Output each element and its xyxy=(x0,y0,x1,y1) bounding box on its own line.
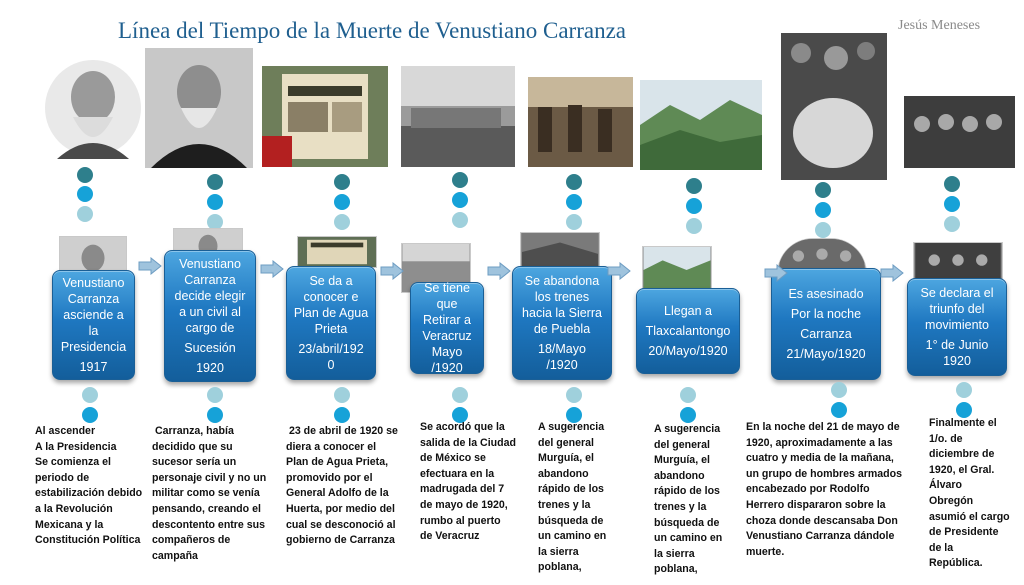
event-date: 1920 xyxy=(943,354,971,368)
description-line: rápido de los xyxy=(538,483,604,496)
event-description-1 xyxy=(35,424,142,549)
timeline-dot-icon xyxy=(944,216,960,232)
event-description-4 xyxy=(420,420,516,545)
description-line: 1/o. de xyxy=(929,432,963,445)
description-line: la sierra xyxy=(654,547,695,560)
photo-sierra-landscape xyxy=(640,80,762,170)
event-text: los trenes xyxy=(534,290,590,304)
description-line: encabezado por Rodolfo xyxy=(746,483,870,496)
description-line: Al ascender xyxy=(35,425,96,437)
description-line: compañeros de xyxy=(152,534,231,547)
event-date: 23/abril/192 xyxy=(298,342,364,356)
description-line: choza donde descansaba Don xyxy=(746,514,898,527)
description-line: asumió el cargo xyxy=(929,510,1010,523)
timeline-dot-icon xyxy=(815,222,831,238)
description-line: efectuara en la xyxy=(420,467,495,480)
description-line: la sierra xyxy=(538,545,579,558)
timeline-dot-icon xyxy=(680,407,696,423)
timeline-dot-icon xyxy=(77,167,93,183)
thumbnail-photo xyxy=(297,236,377,268)
description-line: Venustiano Carranza dándole xyxy=(746,530,895,543)
description-line: Murguía, el xyxy=(538,452,594,465)
event-text: hacia la Sierra xyxy=(522,306,602,320)
description-line: Constitución Política xyxy=(35,534,141,547)
timeline-dot-icon xyxy=(566,174,582,190)
event-text: asciende a xyxy=(63,308,124,322)
event-text: Se abandona xyxy=(524,274,600,288)
event-text: Se declara el xyxy=(920,286,994,300)
description-line: descontento entre sus xyxy=(152,518,266,531)
description-line: poblana, xyxy=(538,561,582,574)
description-line: estabilización debido xyxy=(35,487,143,500)
timeline-event-6 xyxy=(636,288,740,374)
event-text: Presidencia xyxy=(60,340,127,354)
event-description-2 xyxy=(152,424,266,564)
description-line: del general xyxy=(538,436,594,449)
description-line: búsqueda de xyxy=(538,514,604,527)
timeline-dot-icon xyxy=(815,202,831,218)
timeline-dot-icon xyxy=(77,186,93,202)
description-line: muerte. xyxy=(746,545,785,558)
event-date: Mayo xyxy=(431,345,463,359)
description-line: de Veracruz xyxy=(420,530,480,543)
description-line: Murguía, el xyxy=(654,454,710,467)
timeline-dot-icon xyxy=(207,387,223,403)
timeline-dot-icon xyxy=(680,387,696,403)
photo-carranza-portrait-1 xyxy=(43,57,143,159)
photo-carranza-portrait-2 xyxy=(145,48,253,168)
page-title: Línea del Tiempo de la Muerte de Venustiano Carranza xyxy=(118,18,626,43)
event-date: 1° de Junio xyxy=(925,338,989,352)
description-line: abandono xyxy=(654,469,705,482)
timeline-event-4 xyxy=(410,282,484,374)
timeline-dot-icon xyxy=(334,174,350,190)
event-description-6 xyxy=(654,422,722,578)
description-line: Obregón xyxy=(929,494,974,507)
description-line: del general xyxy=(654,438,710,451)
chevron-right-arrow-icon xyxy=(487,262,511,280)
timeline-event-5 xyxy=(512,266,612,380)
timeline-dot-icon xyxy=(944,176,960,192)
chevron-right-arrow-icon xyxy=(380,262,404,280)
timeline-dot-icon xyxy=(207,407,223,423)
event-text: Venustiano xyxy=(62,276,125,290)
timeline-dot-icon xyxy=(815,182,831,198)
description-line: diciembre de xyxy=(929,448,995,461)
description-line: periodo de xyxy=(35,471,90,484)
thumbnail-photo xyxy=(642,246,712,292)
event-text: Carranza xyxy=(67,292,120,306)
description-line: A sugerencia xyxy=(538,421,605,433)
timeline-event-1 xyxy=(52,270,135,380)
description-line: A sugerencia xyxy=(654,423,721,435)
description-line: rumbo al puerto xyxy=(420,514,501,527)
timeline-dot-icon xyxy=(566,387,582,403)
timeline-dot-icon xyxy=(207,194,223,210)
timeline-dot-icon xyxy=(334,194,350,210)
description-line: 23 de abril de 1920 se xyxy=(286,425,398,437)
description-line: diera a conocer el xyxy=(286,440,377,453)
event-text: Veracruz xyxy=(422,329,472,343)
description-line: Se acordó que la xyxy=(420,421,505,433)
timeline-dot-icon xyxy=(82,387,98,403)
event-text: Carranza xyxy=(184,273,236,287)
description-line: de mayo de 1920, xyxy=(420,498,508,511)
event-text: de Puebla xyxy=(533,322,591,336)
event-text: Prieta xyxy=(314,322,348,336)
event-text: movimiento xyxy=(925,318,989,332)
timeline-dot-icon xyxy=(686,218,702,234)
description-line: decidido que su xyxy=(152,440,233,453)
description-line: rápido de los xyxy=(654,485,720,498)
timeline-dot-icon xyxy=(452,387,468,403)
timeline-dot-icon xyxy=(82,407,98,423)
description-line: militar como se venía xyxy=(152,487,260,500)
description-line: personaje civil y no un xyxy=(152,471,267,484)
timeline-dot-icon xyxy=(334,407,350,423)
timeline-event-8 xyxy=(907,278,1007,376)
chevron-right-arrow-icon xyxy=(607,262,631,280)
event-text: a un civil al xyxy=(179,305,241,319)
description-line: República. xyxy=(929,557,983,570)
event-date: 0 xyxy=(327,358,335,372)
event-date: 18/Mayo xyxy=(538,342,586,356)
description-line: Huerta, por medio del xyxy=(286,502,395,515)
timeline-dot-icon xyxy=(452,212,468,228)
timeline-dot-icon xyxy=(686,178,702,194)
description-line: cuatro y media de la mañana, xyxy=(746,452,894,465)
event-description-7 xyxy=(746,420,902,560)
event-text: Se da a xyxy=(309,274,353,288)
photo-soldiers xyxy=(528,77,633,167)
event-text: Por la noche xyxy=(790,307,862,321)
description-line: un camino en xyxy=(654,532,723,545)
photo-plan-agua-prieta xyxy=(262,66,388,167)
description-line: En la noche del 21 de mayo de xyxy=(746,421,900,433)
timeline-event-3 xyxy=(286,266,376,380)
event-text: Sucesión xyxy=(184,341,236,355)
event-description-8 xyxy=(929,416,1010,572)
event-date: /1920 xyxy=(546,358,578,372)
timeline-dot-icon xyxy=(334,387,350,403)
description-line: Carranza, había xyxy=(152,425,234,437)
event-text: Venustiano xyxy=(179,257,241,271)
author-name: Jesús Meneses xyxy=(898,18,981,33)
event-text: la xyxy=(88,324,99,338)
photo-crowd-train xyxy=(401,66,515,167)
chevron-right-arrow-icon xyxy=(260,260,284,278)
description-line: poblana, xyxy=(654,563,698,576)
timeline-dot-icon xyxy=(452,192,468,208)
description-line: trenes y la xyxy=(654,500,707,513)
event-description-5 xyxy=(538,420,606,576)
description-line: un grupo de hombres armados xyxy=(746,467,902,480)
description-line: Álvaro xyxy=(929,479,962,492)
description-line: promovido por el xyxy=(286,471,373,484)
timeline-dot-icon xyxy=(686,198,702,214)
description-line: Finalmente el xyxy=(929,417,997,429)
description-line: Plan de Agua Prieta, xyxy=(286,456,389,469)
description-line: búsqueda de xyxy=(654,516,720,529)
timeline-event-2 xyxy=(164,250,256,382)
description-line: trenes y la xyxy=(538,498,591,511)
description-line: Herrero dispararon sobre la xyxy=(746,498,886,511)
description-line: Mexicana y la xyxy=(35,518,104,531)
description-line: campaña xyxy=(152,549,198,562)
description-line: de la xyxy=(929,541,954,554)
timeline-dot-icon xyxy=(207,174,223,190)
description-line: General Adolfo de la xyxy=(286,487,389,500)
event-text: Se tiene xyxy=(424,281,470,295)
event-date: 21/Mayo/1920 xyxy=(786,347,866,361)
event-text: conocer e xyxy=(303,290,359,304)
timeline-dot-icon xyxy=(77,206,93,222)
event-text: que xyxy=(436,297,458,311)
timeline-event-7 xyxy=(771,268,881,380)
event-text: Llegan a xyxy=(664,304,712,318)
timeline-dot-icon xyxy=(831,382,847,398)
description-line: de Presidente xyxy=(929,526,999,539)
timeline-dot-icon xyxy=(566,214,582,230)
event-text: triunfo del xyxy=(929,302,985,316)
description-line: 1920, el Gral. xyxy=(929,463,995,476)
timeline-dot-icon xyxy=(831,402,847,418)
event-date: 1920 xyxy=(196,361,224,375)
description-line: gobierno de Carranza xyxy=(286,534,395,547)
thumbnail-photo xyxy=(913,242,1003,282)
description-line: Se comienza el xyxy=(35,456,111,469)
event-text: Es asesinado xyxy=(788,287,864,301)
description-line: madrugada del 7 xyxy=(420,483,505,496)
timeline-dot-icon xyxy=(334,214,350,230)
chevron-right-arrow-icon xyxy=(138,257,162,275)
description-line: de México se xyxy=(420,452,486,465)
chevron-right-arrow-icon xyxy=(764,264,788,282)
event-description-3 xyxy=(286,424,398,549)
photo-officials-group xyxy=(904,96,1015,168)
event-text: Retirar a xyxy=(423,313,471,327)
description-line: abandono xyxy=(538,467,589,480)
event-date: /1920 xyxy=(431,361,463,375)
event-text: decide elegir xyxy=(174,289,246,303)
timeline-dot-icon xyxy=(944,196,960,212)
chevron-right-arrow-icon xyxy=(880,264,904,282)
timeline-dot-icon xyxy=(566,194,582,210)
description-line: A la Presidencia xyxy=(35,440,117,453)
description-line: un camino en xyxy=(538,530,607,543)
event-text: Tlaxcalantongo xyxy=(645,324,731,338)
timeline-dot-icon xyxy=(956,382,972,398)
description-line: 1920, aproximadamente a las xyxy=(746,436,893,449)
description-line: a la Revolución xyxy=(35,502,113,515)
timeline-dot-icon xyxy=(452,172,468,188)
event-date: 1917 xyxy=(79,360,108,374)
event-text: cargo de xyxy=(185,321,235,335)
photo-funeral-crowd xyxy=(781,33,887,180)
description-line: salida de la Ciudad xyxy=(420,436,516,449)
description-line: pensando, creando el xyxy=(152,502,261,515)
description-line: sucesor sería un xyxy=(152,456,237,469)
event-text: Plan de Agua xyxy=(293,306,369,320)
event-text: Carranza xyxy=(800,327,852,341)
description-line: cual se desconoció al xyxy=(286,518,396,531)
event-date: 20/Mayo/1920 xyxy=(648,344,728,358)
